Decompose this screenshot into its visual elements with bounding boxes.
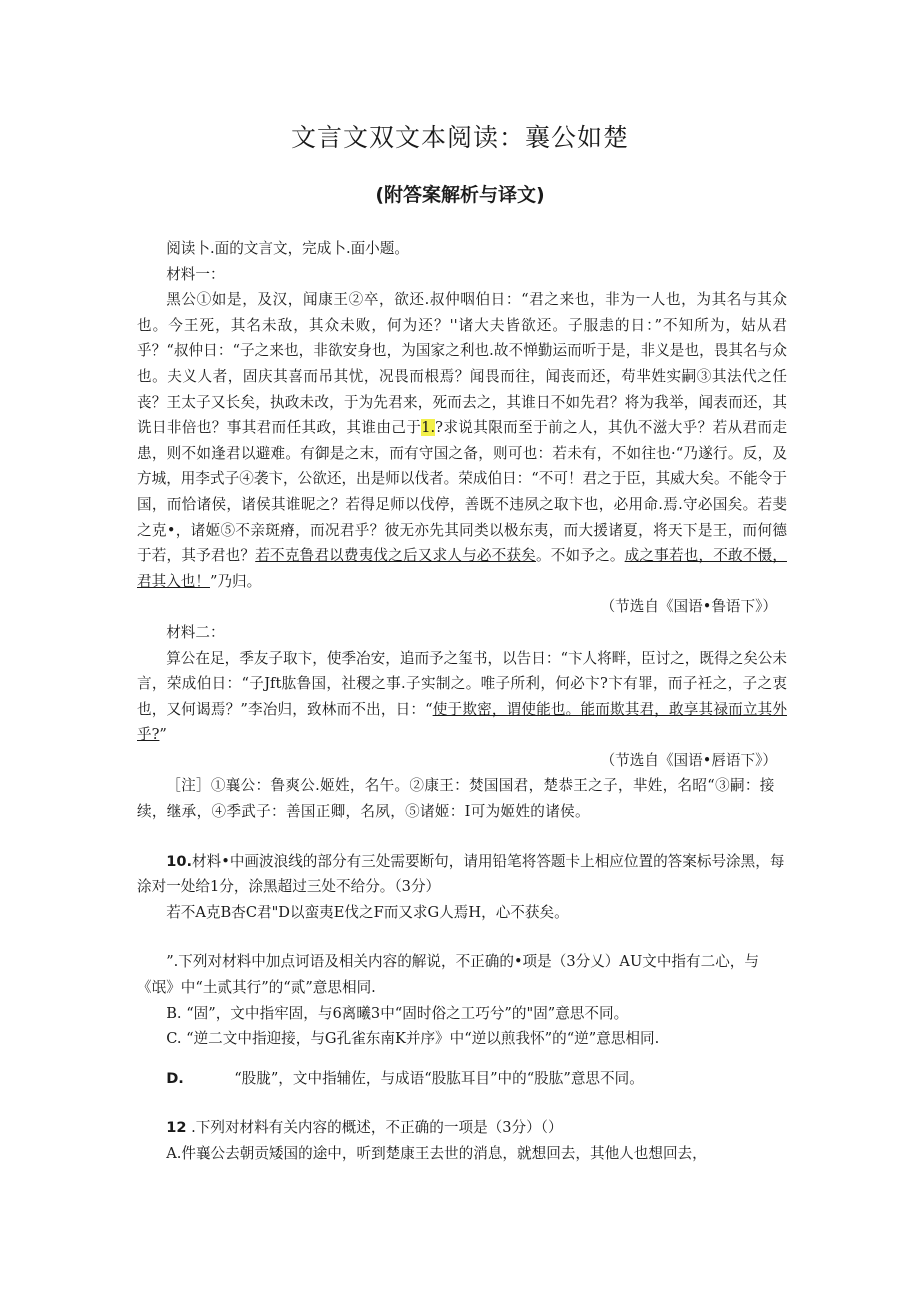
instruction: 阅读卜.面的文言文，完成卜.面小题。 [166, 240, 409, 257]
material-one-source: （节选自《国语•鲁语下》） [600, 598, 777, 616]
question-12-option-a: A.件襄公去朝贡矮国的途中，听到楚康王去世的消息，就想回去，其他人也想回去， [166, 1145, 707, 1162]
underlined-sentence-two: 使于欺密，谓使能也。能而欺其君，敢享其禄而立其外乎? [137, 700, 787, 744]
material-two-source: （节选自《国语•唇语下》） [600, 751, 777, 769]
highlight-mark: 1. [421, 419, 436, 437]
question-11-option-c: C. “逆二文中指迎接，与G孔雀东南K并序》中“逆以煎我怀”的“逆”意思相同. [166, 1030, 660, 1048]
material-two-heading: 材料二： [166, 623, 225, 641]
question-12: 12 .下列对材料有关内容的概述，不正确的一项是（3分）（） [166, 1119, 563, 1137]
annotation-note: ［注］①襄公：鲁爽公.姬姓，名午。②康王：焚国国君，楚恭王之子，芈姓，名昭“③嗣：接续，继承，④季武子：善国正卿，名夙，⑤诸姬：I可为姬姓的诸侯。 [137, 777, 775, 821]
material-one-text: 黑公①如是，及汉，闻康王②卒，欲还.叔仲咽伯日：“君之来也，非为一人也，为其名与其众也。今王死，其名未敌，其众未败，何为还？''诸大夫皆欲还。子服恚的日：”不知所为，姑从君乎？“叔仲日：“子之来也，非欲安身也，为国家之利也.故不惮勤运而听于是，非义是也，畏其名与众也。夫义人者，固庆其喜而吊其忧，况畏而根焉？闻畏而往，闻丧而还，苟芈姓实嗣③其法代之任丧？王太子又长矣，执政未改，于为先君来，死而去之，其谁日不如先君？将为我举，闻表而还，其诜日非倍也？事其君而任其政，其谁由己于1.?求说其限而至于前之人，其仇不滋大乎？若从君而走患，则不如逢君以避难。有御是之末，而有守国之备，则可也：若未有，不如往也·“乃遂行。反，及方城，用李式子④袭卞，公欲还，出是师以伐者。荣成伯日：“不可！君之于臣，其威大矣。不能令于国，而恰诸侯，诸侯其谁昵之？若得足师以伐停，善既不违夙之取卞也，必用命.焉.守必国矣。若斐之克•，诸姬⑤不亲斑瘠，而况君乎？彼无亦先其同类以极东夷，而大援诸夏，将天下是王，而何德于若，其予君也？若不克鲁君以费夷伐之后又求人与必不获矣。不如予之。成之事若也，不敢不慑，君其入也！”乃归。 [137, 291, 787, 590]
material-two-text: 算公在足，季友子取卞，使季冶安，追而予之玺书，以告日：“卞人将畔，臣讨之，既得之矣公未言，荣成伯日：“子Jft肱鲁国，社稷之事.子实制之。唯子所利，何必卞?卞有罪，而子衽之，子之衷也，又何谒焉？”李冶归，致林而不出，日：“使于欺密，谓使能也。能而欺其君，敢享其禄而立其外乎?” [137, 649, 787, 744]
underlined-sentence: 成之事若也，不敢不慑，君其入也！ [137, 547, 787, 590]
question-11-option-b: B. “固”，文中指牢固，与6离曦3中“固时俗之工巧兮”的"固”意思不同。 [166, 1004, 629, 1022]
page-subtitle: (附答案解析与译文) [375, 184, 545, 206]
question-10-answer: 若不A克B杏C君"D以蛮夷E伐之F而又求G人焉H，心不获矣。 [166, 903, 569, 921]
document-body [137, 236, 787, 1167]
page-title: 文言文双文本阅读：襄公如楚 [290, 123, 629, 152]
question-11: ”.下列对材料中加点诃语及相关内容的解说，不正确的•项是（3分乂）AU文中指有二心，与《氓》中“土贰其行”的“贰”意思相同. [137, 953, 759, 997]
question-10: 10.材料•中画波浪线的部分有三处需要断句，请用铅笔将答题卡上相应位置的答案标号涂黑，每涂对一处给1分，涂黑超过三处不给分。（3分） [137, 852, 785, 896]
material-one-heading: 材料一： [166, 265, 225, 283]
wavy-underline-sentence: 若不克鲁君以费夷伐之后又求人与必不获矣 [255, 547, 536, 565]
question-11-option-d: D. “股胧”，文中指辅佐，与成语“股肱耳目”中的“股肱”意思不同。 [166, 1069, 644, 1087]
